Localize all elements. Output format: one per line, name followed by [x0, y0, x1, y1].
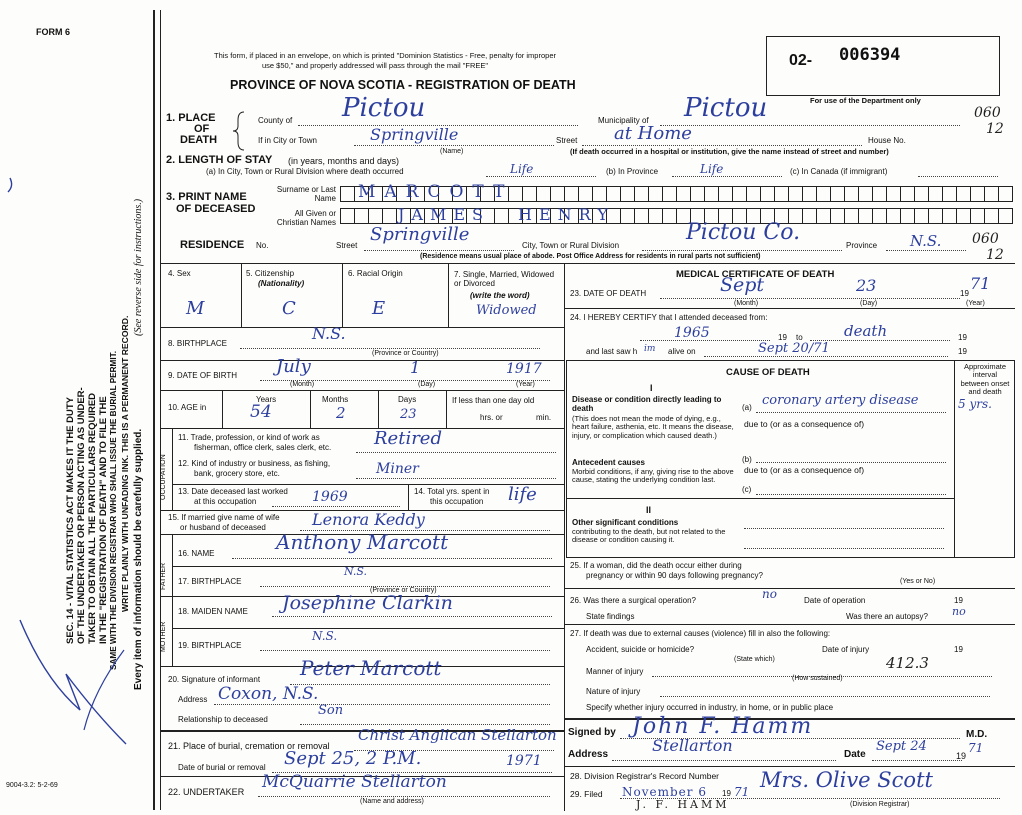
hospital-note: (If death occurred in a hospital or institution, give the name instead of street and number) — [570, 147, 889, 156]
last-worked-line — [272, 506, 400, 507]
burial-year-value: 1971 — [506, 753, 542, 769]
other-line — [744, 528, 944, 529]
filed-year-value: 71 — [734, 785, 750, 799]
injury-date-label: Date of injury — [822, 645, 870, 654]
side-divider — [172, 534, 173, 666]
antecedent-desc: Morbid conditions, if any, giving rise to the above cause, stating the underlying condition last. — [572, 467, 734, 485]
row-rule — [160, 390, 564, 391]
stay-c-line — [918, 176, 998, 177]
residence-city-value: Pictou Co. — [686, 220, 801, 245]
surgery-question: 26. Was there a surgical operation? — [570, 596, 696, 605]
margin-instruction-line: WRITE PLAINLY WITH UNFADING INK. THIS IS A PERMANENT RECORD. — [120, 315, 130, 612]
cause-rule — [566, 498, 954, 499]
burial-date-label: Date of burial or removal — [178, 763, 266, 772]
undertaker-label: 22. UNDERTAKER — [168, 787, 245, 797]
trade-question-sub: fisherman, office clerk, sales clerk, etc. — [194, 443, 332, 452]
year-prefix: 19 — [956, 751, 967, 761]
county-value: Pictou — [342, 93, 426, 123]
wife-value: Lenora Keddy — [312, 510, 425, 529]
doctor-address-label: Address — [568, 749, 609, 760]
marital-label: 7. Single, Married, Widowed or Divorced — [454, 270, 555, 289]
year-prefix: 19 — [778, 333, 787, 342]
date-of-death-line — [660, 298, 960, 299]
age-days: 23 — [400, 407, 417, 422]
alive-on-line — [704, 356, 948, 357]
sex-label: 4. Sex — [168, 269, 191, 278]
registrar-caption: (Division Registrar) — [850, 801, 910, 808]
date-of-death-label: 23. DATE OF DEATH — [570, 289, 647, 298]
trade-question: 11. Trade, profession, or kind of work as — [178, 433, 320, 442]
birthplace-label: 8. BIRTHPLACE — [168, 339, 227, 348]
margin-instruction-line: TAKER TO OBTAIN ALL THE PARTICULARS REQUIRED — [87, 392, 98, 644]
nature-label: Nature of injury — [586, 687, 641, 696]
signed-by-label: Signed by — [568, 727, 616, 738]
province-caption: (Province or Country) — [372, 350, 439, 357]
death-day: 23 — [856, 276, 877, 295]
attended-from: 1965 — [674, 325, 710, 341]
dob-day: 1 — [410, 358, 421, 377]
birthplace-value: N.S. — [312, 324, 346, 343]
margin-pen-marks — [0, 0, 160, 815]
age-months: 2 — [336, 404, 346, 422]
industry-question: 12. Kind of industry or business, as fishing, — [178, 459, 331, 468]
pregnancy-question: 25. If a woman, did the death occur either during — [570, 561, 742, 570]
state-findings-label: State findings — [586, 612, 635, 621]
mother-birthplace-value: N.S. — [312, 629, 338, 643]
due-to-label: due to (or as a consequence of) — [744, 419, 865, 429]
min-label: min. — [536, 413, 552, 422]
margin-instruction-line: OF THE UNDERTAKER OR PERSON ACTING AS UNDER- — [76, 387, 87, 644]
nature-line — [660, 696, 990, 697]
accident-label: Accident, suicide or homicide? — [586, 645, 695, 654]
industry-value: Miner — [376, 461, 419, 477]
age-label: 10. AGE in — [168, 403, 207, 412]
mother-side-label: MOTHER — [160, 621, 167, 652]
section-rule — [160, 263, 1015, 264]
municipality-line — [660, 125, 960, 126]
antecedent-label: Antecedent causes — [572, 458, 645, 467]
residence-street-line — [364, 250, 514, 251]
residence-province-line — [886, 250, 966, 251]
year-prefix: 19 — [722, 789, 731, 798]
stay-sub: (in years, months and days) — [288, 156, 400, 166]
interval-a-value: 5 yrs. — [958, 397, 992, 411]
row-rule — [160, 327, 564, 328]
year-prefix: 19 — [954, 645, 963, 654]
given-value: JAMES — [398, 205, 490, 224]
street-line — [582, 145, 862, 146]
house-label: House No. — [868, 136, 906, 145]
citizenship-sub: (Nationality) — [258, 279, 305, 288]
place-brace — [232, 110, 246, 152]
informant-line — [290, 684, 550, 685]
cause-a-value: coronary artery disease — [762, 393, 919, 408]
days-label: Days — [398, 395, 417, 404]
department-use-note: For use of the Department only — [810, 96, 921, 105]
marital-sub: (write the word) — [470, 291, 530, 300]
death-day-caption: (Day) — [860, 300, 878, 307]
stay-label: 2. LENGTH OF STAY — [166, 154, 273, 166]
citizenship-value: C — [282, 298, 296, 319]
cause-b-label: (b) — [742, 455, 752, 464]
interval-header: Approximate interval between onset and death — [960, 362, 1010, 396]
father-birthplace-label: 17. BIRTHPLACE — [178, 577, 242, 586]
autopsy-value: no — [952, 605, 966, 618]
mother-maiden-label: 18. MAIDEN NAME — [178, 607, 248, 616]
doctor-address-line — [612, 760, 836, 761]
residence-province-label: Province — [846, 241, 878, 250]
stay-a-value: Life — [510, 162, 534, 176]
stay-b-value: Life — [700, 162, 724, 176]
cell-divider — [448, 263, 449, 327]
years-label: Years — [256, 395, 277, 404]
disease-desc: (This does not mean the mode of dying, e.g., heart failure, asthenia, etc. It means the disease, injury, or complication which caused death.) — [572, 414, 734, 440]
cell-divider — [310, 390, 311, 428]
last-worked-value: 1969 — [312, 489, 348, 505]
racial-value: E — [372, 298, 386, 319]
informant-address-label: Address — [178, 695, 208, 704]
name-label: OF DECEASED — [176, 203, 256, 215]
column-divider — [564, 263, 565, 811]
relationship-line — [300, 724, 550, 725]
place-label: DEATH — [180, 134, 218, 146]
certify-label: 24. I HEREBY CERTIFY that I attended deceased from: — [570, 313, 768, 322]
total-years-value: life — [508, 484, 537, 505]
wife-label: 15. If married give name of wife — [168, 513, 280, 522]
racial-label: 6. Racial Origin — [348, 269, 403, 278]
birthplace-line — [240, 348, 540, 349]
father-name-value: Anthony Marcott — [276, 530, 449, 554]
autopsy-label: Was there an autopsy? — [846, 612, 928, 621]
cell-divider — [408, 484, 409, 510]
envelope-note: use $50," and properly addressed will pass through the mail "FREE" — [262, 61, 489, 70]
side-divider — [172, 428, 173, 510]
undertaker-caption: (Name and address) — [360, 798, 424, 805]
burial-label: 21. Place of burial, cremation or removal — [168, 741, 330, 751]
last-worked-question-sub: at this occupation — [194, 497, 257, 506]
death-month: Sept — [720, 274, 765, 296]
municipality-value: Pictou — [684, 93, 768, 123]
row-rule — [564, 766, 1015, 767]
mother-maiden-value: Josephine Clarkin — [282, 592, 453, 614]
municipality-label: Municipality of — [598, 116, 649, 125]
margin-instruction-line: IN THE "REGISTRATION OF DEATH" AND TO FILE THE — [98, 396, 109, 644]
total-years-question: 14. Total yrs. spent in — [414, 487, 490, 496]
sign-date-value: Sept 24 — [876, 739, 927, 754]
father-birthplace-value: N.S. — [344, 565, 368, 578]
row-rule — [564, 624, 1015, 625]
state-which-caption: (State which) — [734, 656, 775, 663]
other-label: Other significant conditions — [572, 518, 679, 527]
cause-c-line — [756, 494, 946, 495]
county-label: County of — [258, 116, 293, 125]
undertaker-value: McQuarrie Stellarton — [262, 772, 447, 792]
undertaker-line — [258, 796, 550, 797]
row-rule — [564, 308, 1015, 309]
cause-a-line — [756, 412, 946, 413]
day-caption: (Day) — [418, 381, 436, 388]
specify-label: Specify whether injury occurred in industry, in home, or in public place — [586, 703, 834, 712]
margin-instruction-line: SAME WITH THE DIVISION REGISTRAR WHO SHALL ISSUE THE BURIAL PERMIT. — [109, 350, 118, 670]
cell-divider — [222, 390, 223, 428]
dob-label: 9. DATE OF BIRTH — [168, 371, 238, 380]
year-prefix: 19 — [958, 347, 967, 356]
less-than-day: If less than one day old — [452, 396, 535, 405]
given-value: HENRY — [518, 205, 615, 224]
mother-birthplace-label: 19. BIRTHPLACE — [178, 641, 242, 650]
registration-number-box — [766, 36, 1000, 96]
residence-street-value: Springville — [370, 224, 470, 245]
medical-header: MEDICAL CERTIFICATE OF DEATH — [676, 269, 835, 280]
father-name-line — [232, 558, 552, 559]
envelope-note: This form, if placed in an envelope, on which is printed "Dominion Statistics - Free, penalty for improper — [214, 51, 556, 60]
father-side-label: FATHER — [160, 562, 167, 590]
last-saw-value: im — [644, 344, 656, 354]
margin-divider-inner — [160, 10, 161, 810]
place-label: 1. PLACE — [166, 112, 216, 124]
department-code: 060 — [972, 231, 999, 247]
filed-label: 29. Filed — [570, 789, 603, 799]
filed-date-value: November 6 — [622, 785, 707, 799]
year-prefix: 19 — [960, 289, 969, 298]
residence-label: RESIDENCE — [180, 239, 245, 251]
cell-divider — [378, 390, 379, 428]
month-caption: (Month) — [290, 381, 315, 388]
relationship-label: Relationship to deceased — [178, 715, 268, 724]
form-title: PROVINCE OF NOVA SCOTIA - REGISTRATION OF DEATH — [230, 78, 576, 92]
burial-date-value: Sept 25, 2 P.M. — [284, 748, 422, 769]
informant-address-value: Coxon, N.S. — [218, 684, 319, 704]
given-label: All Given or Christian Names — [276, 209, 336, 227]
informant-address-line — [214, 704, 550, 705]
occupation-side-label: OCCUPATION — [160, 454, 167, 500]
attended-to: death — [844, 322, 888, 340]
marital-value: Widowed — [476, 303, 537, 318]
stay-b-line — [672, 176, 782, 177]
death-year-caption: (Year) — [966, 300, 985, 307]
year-prefix: 19 — [954, 596, 963, 605]
alive-on-label: alive on — [668, 347, 696, 356]
stay-a-line — [486, 176, 596, 177]
stay-c-label: (c) In Canada (if immigrant) — [790, 167, 888, 176]
cause-b-line — [756, 462, 946, 463]
cell-divider — [342, 263, 343, 327]
row-rule — [172, 566, 564, 567]
registration-prefix: 02- — [789, 52, 813, 69]
cell-divider — [241, 263, 242, 327]
margin-note-reverse: (See reverse side for instructions.) — [133, 198, 144, 336]
code-value: 412.3 — [886, 654, 929, 672]
year-caption: (Year) — [516, 381, 535, 388]
surname-label: Surname or Last Name — [276, 185, 336, 203]
other-line — [744, 548, 944, 549]
city-label: If in City or Town — [258, 136, 317, 145]
sex-value: M — [186, 298, 205, 319]
residence-city-line — [642, 250, 842, 251]
dob-month: July — [276, 356, 311, 377]
registrar-record-label: 28. Division Registrar's Record Number — [570, 771, 720, 781]
cause-roman-1: I — [650, 383, 653, 393]
sign-date-line — [872, 760, 962, 761]
total-years-question-sub: this occupation — [430, 497, 484, 506]
industry-question-sub: bank, grocery store, etc. — [194, 469, 280, 478]
form-number-code: 9004-3.2: 5-2-69 — [6, 782, 58, 789]
doctor-address-value: Stellarton — [652, 736, 733, 755]
department-code: 12 — [986, 121, 1004, 137]
residence-street-label: Street — [336, 241, 358, 250]
year-prefix: 19 — [958, 333, 967, 342]
cell-divider — [446, 390, 447, 428]
doctor-signature: John F. Hamm — [632, 714, 814, 739]
trade-value: Retired — [374, 428, 442, 449]
death-month-caption: (Month) — [734, 300, 759, 307]
mother-maiden-line — [272, 616, 552, 617]
city-value: Springville — [370, 125, 459, 144]
due-to-label: due to (or as a consequence of) — [744, 465, 865, 475]
registrar-signature: Mrs. Olive Scott — [760, 768, 933, 792]
father-name-label: 16. NAME — [178, 549, 215, 558]
residence-city-label: City, Town or Rural Division — [522, 241, 620, 250]
external-causes-question: 27. If death was due to external causes (violence) fill in also the following: — [570, 629, 831, 638]
trade-line — [356, 452, 556, 453]
row-rule — [160, 428, 564, 429]
cause-header: CAUSE OF DEATH — [726, 367, 810, 378]
cause-c-label: (c) — [742, 485, 752, 494]
sign-year-value: 71 — [968, 741, 984, 755]
industry-line — [356, 478, 556, 479]
registration-number: 006394 — [839, 45, 901, 65]
place-label: OF — [194, 123, 210, 135]
wife-label-2: or husband of deceased — [180, 523, 266, 532]
alive-on-value: Sept 20/71 — [758, 341, 830, 356]
operation-date-label: Date of operation — [804, 596, 866, 605]
form-label: FORM 6 — [36, 27, 71, 37]
pregnancy-question-sub: pregnancy or within 90 days following pregnancy? — [586, 571, 763, 580]
row-rule — [160, 360, 564, 361]
how-caption: (How sustained) — [792, 675, 843, 682]
department-code: 060 — [974, 105, 1001, 121]
sign-date-label: Date — [844, 749, 866, 760]
md-label: M.D. — [966, 729, 988, 740]
city-line — [354, 145, 554, 146]
street-value: at Home — [614, 123, 692, 144]
father-birthplace-caption: (Province or Country) — [370, 587, 437, 594]
row-rule — [564, 588, 1015, 589]
interval-divider — [954, 360, 955, 557]
mother-birthplace-line — [260, 650, 550, 651]
street-label: Street — [556, 136, 578, 145]
months-label: Months — [322, 395, 349, 404]
cause-roman-2: II — [646, 505, 652, 515]
disease-label: Disease or condition directly leading to death — [572, 395, 722, 413]
citizenship-label: 5. Citizenship — [246, 269, 295, 278]
certify-to-line — [810, 340, 950, 341]
name-label: 3. PRINT NAME — [166, 191, 247, 203]
cause-a-label: (a) — [742, 403, 752, 412]
relationship-value: Son — [318, 703, 344, 718]
row-rule — [172, 628, 564, 629]
to-label: to — [796, 333, 803, 342]
row-rule — [172, 484, 564, 485]
burial-place-value: Christ Anglican Stellarton — [358, 726, 557, 744]
dob-year: 1917 — [506, 361, 542, 377]
informant-signature: Peter Marcott — [300, 656, 442, 680]
hrs-label: hrs. or — [480, 413, 503, 422]
registrar-stamp: J. F. HAMM — [636, 798, 730, 811]
surgery-value: no — [762, 587, 777, 601]
margin-instruction-line: SEC. 14 - VITAL STATISTICS ACT MAKES IT THE DUTY — [65, 396, 76, 644]
age-years: 54 — [250, 402, 272, 422]
informant-label: 20. Signature of informant — [168, 675, 261, 684]
department-code: 12 — [986, 247, 1004, 263]
surname-value: MARCOTT — [358, 182, 514, 202]
yes-no-caption: (Yes or No) — [900, 578, 936, 585]
residence-no-label: No. — [256, 241, 269, 250]
last-worked-question: 13. Date deceased last worked — [178, 487, 288, 496]
name-caption: (Name) — [440, 148, 464, 155]
last-saw-label: and last saw h — [586, 347, 638, 356]
death-year: 71 — [970, 274, 991, 293]
manner-label: Manner of injury — [586, 667, 644, 676]
stay-a-label: (a) In City, Town or Rural Division where death occurred — [206, 167, 404, 176]
residence-note: (Residence means usual place of abode. Post Office Address for residents in rural parts not sufficient) — [420, 253, 761, 260]
margin-note-every: Every item of information should be carefully supplied. — [133, 428, 144, 690]
stay-b-label: (b) In Province — [606, 167, 659, 176]
residence-province-value: N.S. — [910, 232, 942, 250]
other-desc: contributing to the death, but not related to the disease or condition causing it. — [572, 527, 726, 545]
